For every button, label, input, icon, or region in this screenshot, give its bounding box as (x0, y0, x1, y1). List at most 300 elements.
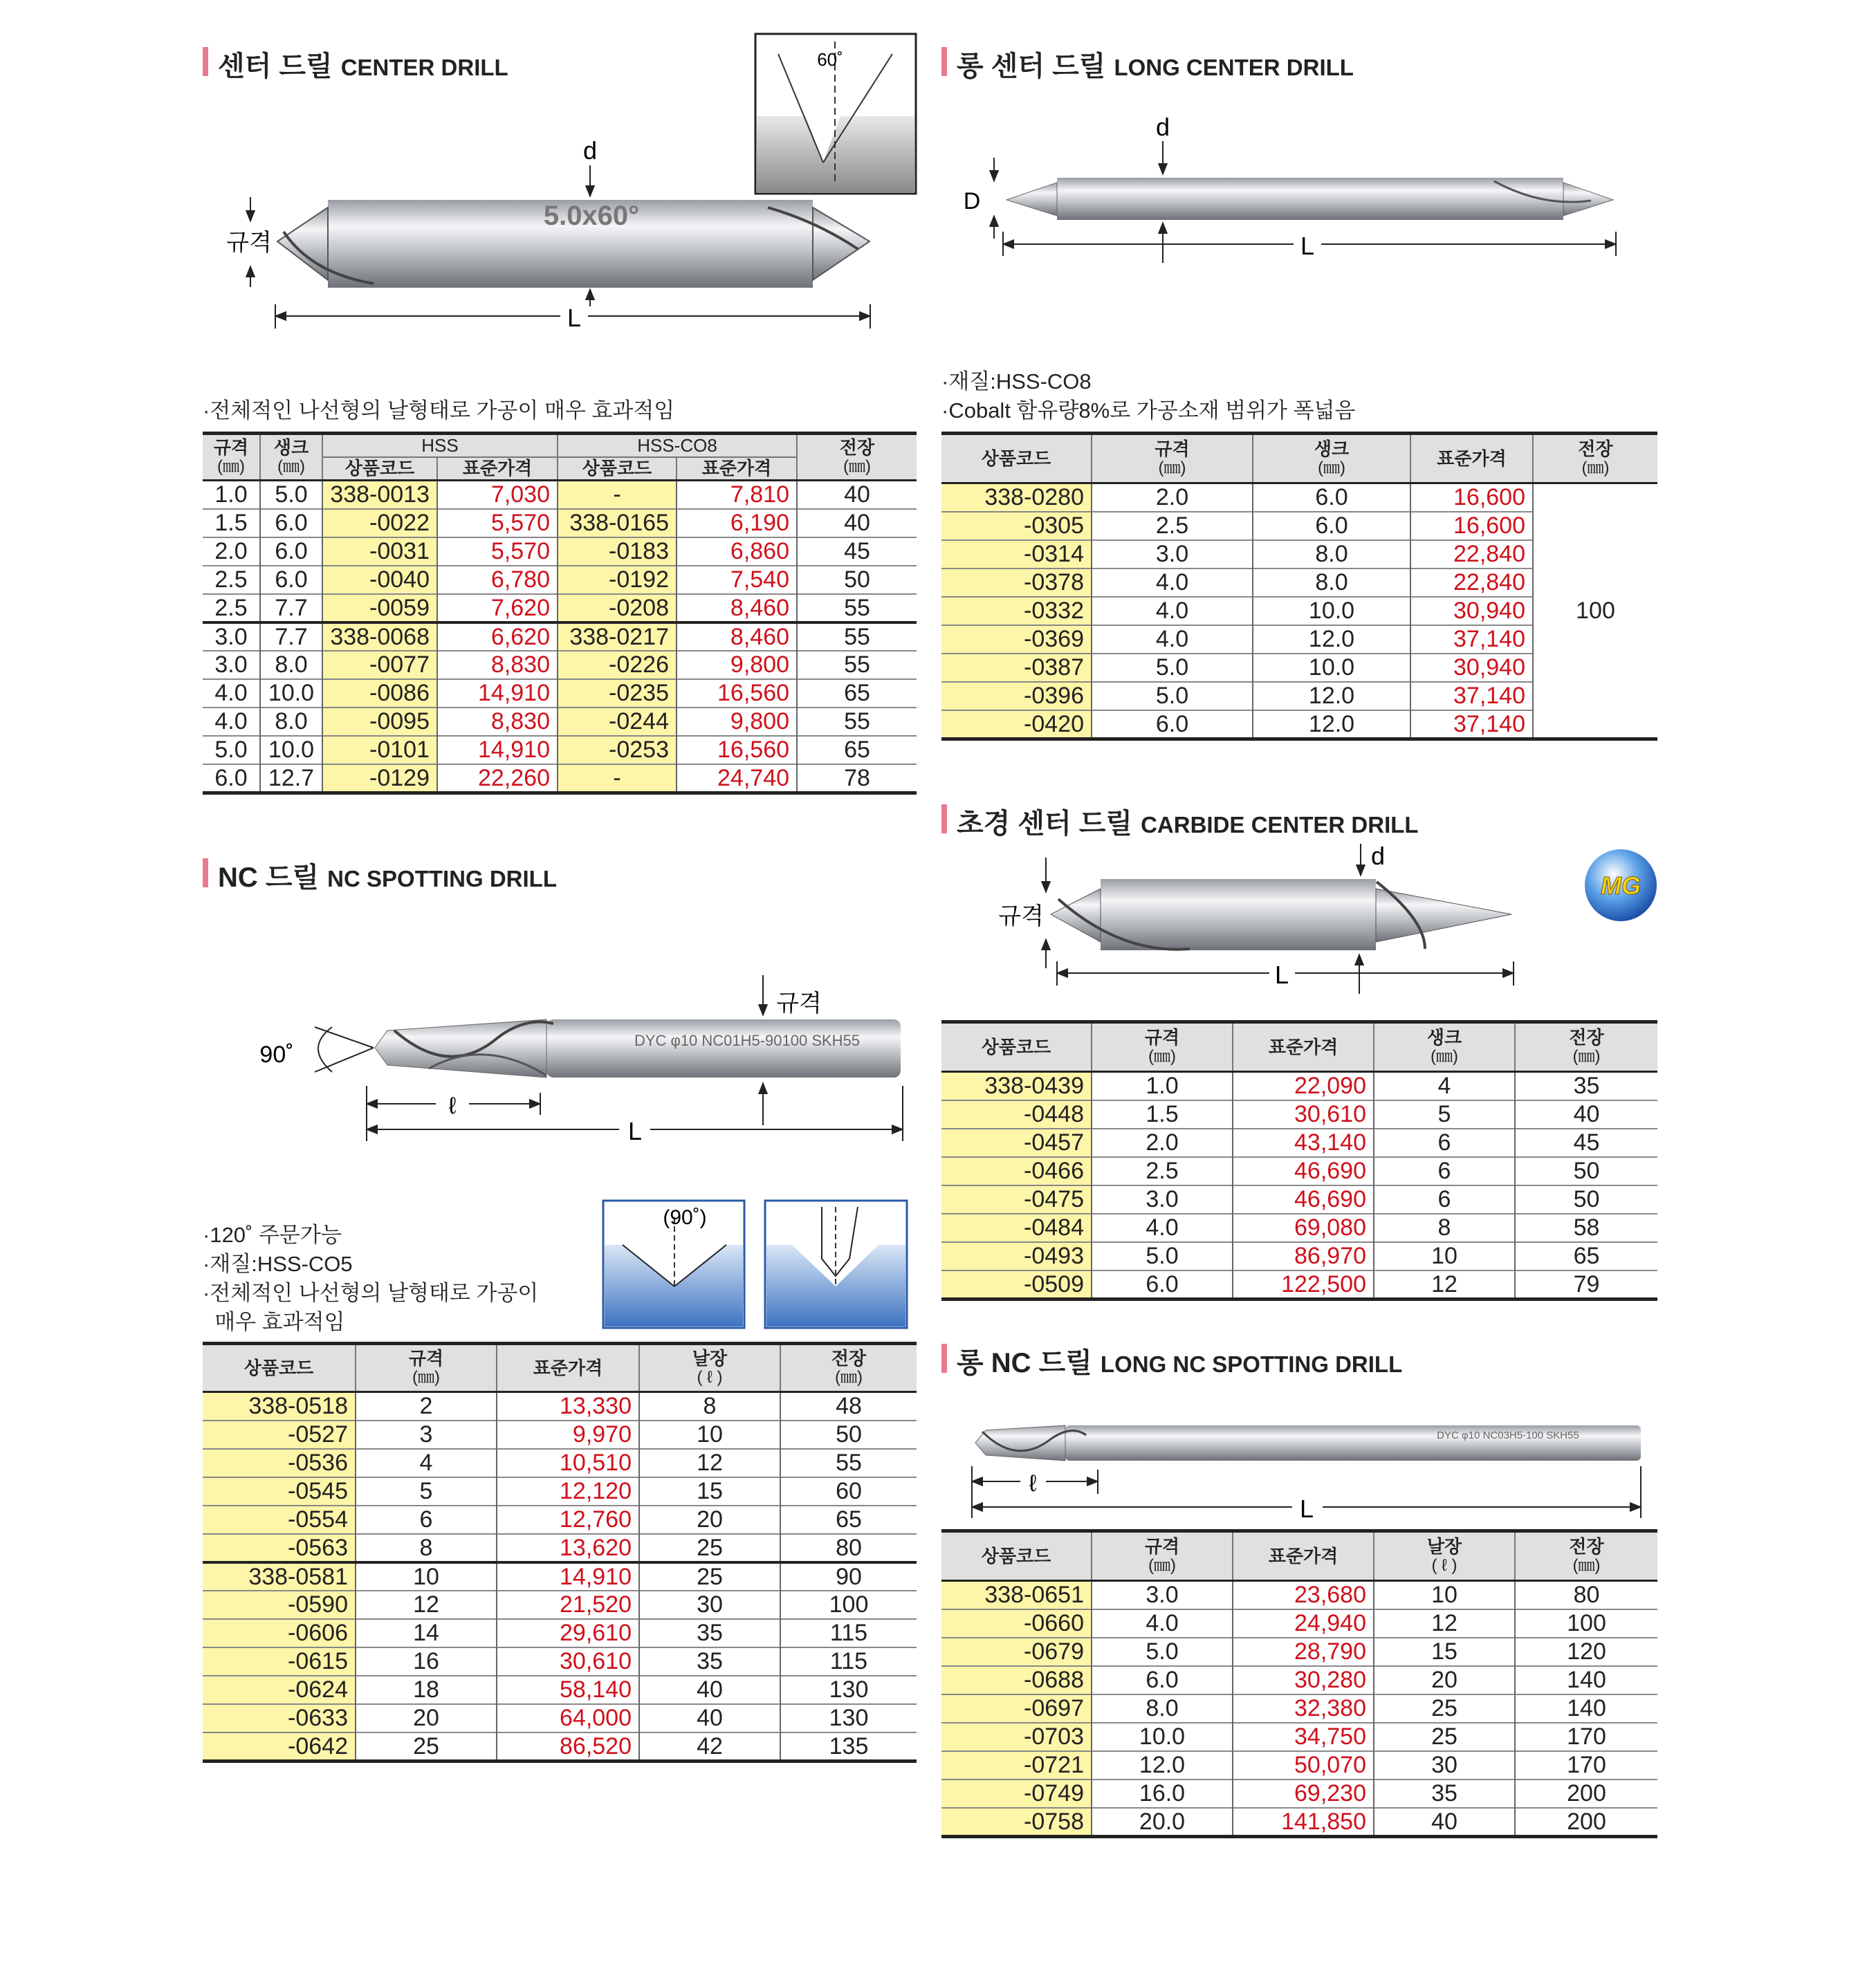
drill-marking: 5.0x60° (543, 201, 640, 231)
cell-spec: 6.0 (1092, 1666, 1233, 1694)
cell-spec: 2.5 (1092, 512, 1253, 540)
table-row (203, 1392, 917, 1421)
col-length: 전장 (㎜) (1533, 434, 1657, 483)
table-row (203, 1676, 917, 1704)
cell-spec: 6.0 (203, 764, 260, 793)
cell-length: 100 (1515, 1609, 1657, 1638)
center-drill-title: 센터 드릴 CENTER DRILL (203, 44, 508, 84)
svg-text:MG: MG (1601, 871, 1641, 900)
cell-code: -0387 (941, 654, 1092, 682)
cell-length: 79 (1515, 1270, 1657, 1300)
cell-length-common: 100 (1533, 483, 1657, 739)
cell-shank: 10.0 (260, 736, 322, 764)
cell-code: -0466 (941, 1157, 1092, 1185)
cell-flute-length: 40 (1374, 1808, 1515, 1837)
cell-co8-code: -0183 (558, 537, 677, 566)
cell-hss-code: -0040 (322, 566, 437, 594)
cell-spec: 5.0 (1092, 1638, 1233, 1666)
cell-code: -0314 (941, 540, 1092, 569)
cell-length: 55 (797, 708, 917, 736)
cell-length: 50 (1515, 1157, 1657, 1185)
cell-length: 58 (1515, 1214, 1657, 1242)
cell-co8-price: 6,860 (677, 537, 797, 566)
cell-shank: 8.0 (260, 651, 322, 679)
col-spec: 규격 (㎜) (1092, 1022, 1233, 1072)
cell-length: 40 (797, 509, 917, 537)
cell-co8-price: 7,810 (677, 481, 797, 509)
cell-hss-code: -0086 (322, 679, 437, 708)
cell-spec: 3.0 (203, 651, 260, 679)
cell-price: 22,090 (1233, 1072, 1374, 1100)
table-row (941, 1638, 1657, 1666)
cell-hss-price: 8,830 (437, 651, 558, 679)
table-row (203, 1647, 917, 1676)
cell-shank: 5 (1374, 1100, 1515, 1129)
cell-co8-code: 338-0217 (558, 622, 677, 651)
cell-length: 135 (780, 1732, 917, 1762)
cell-price: 13,620 (497, 1534, 639, 1562)
cell-spec: 2.0 (203, 537, 260, 566)
cell-hss-code: -0059 (322, 594, 437, 622)
cell-length: 65 (1515, 1242, 1657, 1270)
cell-flute-length: 25 (639, 1562, 780, 1591)
cell-price: 69,230 (1233, 1780, 1374, 1808)
col-flute-length: 날장 ( ℓ ) (639, 1344, 780, 1392)
col-price: 표준가격 (1233, 1531, 1374, 1581)
cell-price: 9,970 (497, 1421, 639, 1449)
table-row (941, 1581, 1657, 1609)
cell-price: 50,070 (1233, 1751, 1374, 1780)
table-row (941, 1780, 1657, 1808)
cell-length: 80 (780, 1534, 917, 1562)
cell-hss-price: 22,260 (437, 764, 558, 793)
cell-spec: 1.5 (1092, 1100, 1233, 1129)
col-hss-price: 표준가격 (437, 457, 558, 481)
cell-spec: 2.0 (1092, 1129, 1233, 1157)
cell-spec: 3.0 (1092, 1581, 1233, 1609)
cell-code: -0509 (941, 1270, 1092, 1300)
col-price: 표준가격 (1410, 434, 1533, 483)
cell-code: -0721 (941, 1751, 1092, 1780)
cell-flute-length: 10 (1374, 1581, 1515, 1609)
cell-flute-length: 20 (1374, 1666, 1515, 1694)
cell-price: 58,140 (497, 1676, 639, 1704)
cell-price: 30,280 (1233, 1666, 1374, 1694)
cell-spec: 6 (356, 1506, 497, 1534)
cell-flute-length: 8 (639, 1392, 780, 1421)
table-row (203, 537, 917, 566)
cell-spec: 5.0 (203, 736, 260, 764)
cell-hss-price: 8,830 (437, 708, 558, 736)
cell-spec: 8.0 (1092, 1694, 1233, 1723)
cell-price: 28,790 (1233, 1638, 1374, 1666)
cell-price: 13,330 (497, 1392, 639, 1421)
cell-code: -0369 (941, 625, 1092, 654)
cell-shank: 12.7 (260, 764, 322, 793)
cell-length: 40 (1515, 1100, 1657, 1129)
cell-price: 43,140 (1233, 1129, 1374, 1157)
cell-flute-length: 40 (639, 1676, 780, 1704)
col-length: 전장 (㎜) (780, 1344, 917, 1392)
table-row (941, 1185, 1657, 1214)
cell-spec: 5.0 (1092, 682, 1253, 710)
cell-spec: 1.5 (203, 509, 260, 537)
angle-60-label: 60˚ (817, 49, 843, 70)
cell-spec: 4.0 (1092, 1609, 1233, 1638)
angle-90-diagram (603, 1201, 744, 1328)
cell-code: -0457 (941, 1129, 1092, 1157)
cell-spec: 20.0 (1092, 1808, 1233, 1837)
cell-flute-length: 10 (639, 1421, 780, 1449)
table-row (941, 1694, 1657, 1723)
cell-code: -0688 (941, 1666, 1092, 1694)
cell-spec: 6.0 (1092, 710, 1253, 739)
dim-L-label: L (627, 1117, 643, 1145)
cell-length: 55 (797, 594, 917, 622)
cell-co8-price: 24,740 (677, 764, 797, 793)
cell-code: -0563 (203, 1534, 356, 1562)
cell-price: 30,940 (1410, 654, 1533, 682)
cell-spec: 5.0 (1092, 654, 1253, 682)
dim-gauge-label: 규격 (776, 990, 822, 1017)
long-center-drill-drawing (964, 113, 1616, 263)
cell-shank: 6.0 (260, 566, 322, 594)
cell-shank: 12.0 (1253, 682, 1410, 710)
cell-length: 115 (780, 1647, 917, 1676)
long-center-drill-title: 롱 센터 드릴 LONG CENTER DRILL (941, 44, 1354, 84)
table-row (941, 1666, 1657, 1694)
cell-co8-price: 8,460 (677, 622, 797, 651)
cell-co8-code: -0208 (558, 594, 677, 622)
cell-flute-length: 20 (639, 1506, 780, 1534)
cell-co8-code: -0235 (558, 679, 677, 708)
cell-co8-price: 8,460 (677, 594, 797, 622)
cell-length: 45 (1515, 1129, 1657, 1157)
cell-co8-code: -0192 (558, 566, 677, 594)
cell-spec: 4 (356, 1449, 497, 1477)
table-row (941, 1157, 1657, 1185)
nc-note-2: ·재질:HSS-CO5 (203, 1252, 353, 1276)
angle-60-diagram (755, 34, 916, 194)
cell-co8-price: 16,560 (677, 679, 797, 708)
cell-spec: 4.0 (203, 708, 260, 736)
table-row (941, 1214, 1657, 1242)
dim-gauge-label: 규격 (226, 230, 272, 256)
cell-flute-length: 12 (1374, 1609, 1515, 1638)
carbide-center-drill-table (941, 1020, 1657, 1301)
long-center-note-1: ·재질:HSS-CO8 (941, 369, 1092, 394)
table-row (203, 1562, 917, 1591)
cell-spec: 5.0 (1092, 1242, 1233, 1270)
cell-shank: 6.0 (260, 537, 322, 566)
box-angle-label: (90˚) (663, 1206, 707, 1229)
cell-price: 86,520 (497, 1732, 639, 1762)
cell-length: 55 (797, 651, 917, 679)
cell-co8-code: -0226 (558, 651, 677, 679)
cell-spec: 4.0 (203, 679, 260, 708)
cell-price: 122,500 (1233, 1270, 1374, 1300)
cell-length: 65 (780, 1506, 917, 1534)
cell-shank: 8.0 (260, 708, 322, 736)
cell-price: 30,940 (1410, 597, 1533, 625)
cell-price: 64,000 (497, 1704, 639, 1732)
cell-length: 40 (797, 481, 917, 509)
cell-price: 37,140 (1410, 625, 1533, 654)
cell-co8-code: -0253 (558, 736, 677, 764)
col-flute-length: 날장 ( ℓ ) (1374, 1531, 1515, 1581)
center-drill-note: ·전체적인 나선형의 날형태로 가공이 매우 효과적임 (203, 398, 675, 423)
table-row (941, 1609, 1657, 1638)
cell-code: -0332 (941, 597, 1092, 625)
table-row (941, 1751, 1657, 1780)
cell-code: -0606 (203, 1619, 356, 1647)
carbide-center-drill-title: 초경 센터 드릴 CARBIDE CENTER DRILL (941, 802, 1419, 841)
cell-spec: 2.5 (203, 566, 260, 594)
cell-spec: 12 (356, 1591, 497, 1619)
cell-shank: 12.0 (1253, 625, 1410, 654)
cell-spec: 2 (356, 1392, 497, 1421)
cell-code: -0378 (941, 569, 1092, 597)
cell-price: 21,520 (497, 1591, 639, 1619)
cell-spec: 4.0 (1092, 569, 1253, 597)
cell-shank: 12 (1374, 1270, 1515, 1300)
cell-code: -0697 (941, 1694, 1092, 1723)
cell-shank: 6.0 (1253, 512, 1410, 540)
cell-hss-code: 338-0068 (322, 622, 437, 651)
cell-code: -0660 (941, 1609, 1092, 1638)
table-row (203, 1704, 917, 1732)
table-row (203, 566, 917, 594)
cell-spec: 12.0 (1092, 1751, 1233, 1780)
table-row (203, 736, 917, 764)
col-co8-price: 표준가격 (677, 457, 797, 481)
cell-length: 170 (1515, 1751, 1657, 1780)
cell-length: 55 (797, 622, 917, 651)
table-row (941, 1100, 1657, 1129)
table-row (203, 708, 917, 736)
cell-length: 200 (1515, 1780, 1657, 1808)
cell-hss-price: 14,910 (437, 679, 558, 708)
cell-code: 338-0651 (941, 1581, 1092, 1609)
table-row (203, 1477, 917, 1506)
table-row (941, 483, 1657, 512)
cell-code: -0758 (941, 1808, 1092, 1837)
cell-hss-code: -0101 (322, 736, 437, 764)
cell-code: -0396 (941, 682, 1092, 710)
cell-flute-length: 12 (639, 1449, 780, 1477)
cell-spec: 16.0 (1092, 1780, 1233, 1808)
cell-code: -0703 (941, 1723, 1092, 1751)
col-price: 표준가격 (1233, 1022, 1374, 1072)
nc-note-4: 매우 효과적임 (203, 1310, 345, 1334)
cell-hss-code: -0077 (322, 651, 437, 679)
cell-code: -0527 (203, 1421, 356, 1449)
cell-shank: 6 (1374, 1157, 1515, 1185)
cell-length: 80 (1515, 1581, 1657, 1609)
cell-shank: 7.7 (260, 622, 322, 651)
cell-length: 90 (780, 1562, 917, 1591)
cell-flute-length: 40 (639, 1704, 780, 1732)
table-row (203, 1421, 917, 1449)
cell-code: -0679 (941, 1638, 1092, 1666)
cell-shank: 7.7 (260, 594, 322, 622)
cell-shank: 8 (1374, 1214, 1515, 1242)
cell-co8-price: 7,540 (677, 566, 797, 594)
cell-hss-price: 7,030 (437, 481, 558, 509)
col-spec: 규격 (㎜) (1092, 1531, 1233, 1581)
cell-price: 141,850 (1233, 1808, 1374, 1837)
dim-D-label: D (963, 188, 981, 214)
cell-code: 338-0518 (203, 1392, 356, 1421)
cell-code: 338-0280 (941, 483, 1092, 512)
dim-gauge-label: 규격 (998, 903, 1044, 930)
cell-code: -0615 (203, 1647, 356, 1676)
cell-spec: 3 (356, 1421, 497, 1449)
cell-flute-length: 30 (639, 1591, 780, 1619)
cell-code: 338-0581 (203, 1562, 356, 1591)
cell-length: 130 (780, 1704, 917, 1732)
col-shank: 생크 (㎜) (1253, 434, 1410, 483)
cell-price: 34,750 (1233, 1723, 1374, 1751)
cell-length: 55 (780, 1449, 917, 1477)
cell-length: 45 (797, 537, 917, 566)
cell-spec: 16 (356, 1647, 497, 1676)
cell-length: 115 (780, 1619, 917, 1647)
table-row (941, 1129, 1657, 1157)
dim-l-label: ℓ (1029, 1470, 1037, 1497)
carbide-center-drill-drawing (998, 842, 1657, 994)
long-nc-drill-title: 롱 NC 드릴 LONG NC SPOTTING DRILL (941, 1341, 1402, 1380)
cell-flute-length: 35 (639, 1647, 780, 1676)
cell-hss-code: -0022 (322, 509, 437, 537)
cell-code: -0536 (203, 1449, 356, 1477)
cell-code: -0545 (203, 1477, 356, 1506)
long-nc-drill-table (941, 1529, 1657, 1838)
dim-L-label: L (567, 304, 582, 332)
dim-L-label: L (1299, 1495, 1314, 1523)
cell-price: 12,760 (497, 1506, 639, 1534)
cell-co8-code: - (558, 481, 677, 509)
cell-code: -0448 (941, 1100, 1092, 1129)
cell-length: 100 (780, 1591, 917, 1619)
cell-co8-code: -0244 (558, 708, 677, 736)
cell-shank: 6.0 (1253, 483, 1410, 512)
cell-price: 69,080 (1233, 1214, 1374, 1242)
long-nc-drill-drawing (972, 1425, 1641, 1523)
cell-price: 23,680 (1233, 1581, 1374, 1609)
cell-spec: 4.0 (1092, 625, 1253, 654)
cell-code: -0590 (203, 1591, 356, 1619)
cell-flute-length: 30 (1374, 1751, 1515, 1780)
cell-code: 338-0439 (941, 1072, 1092, 1100)
cell-spec: 10 (356, 1562, 497, 1591)
cell-spec: 3.0 (203, 622, 260, 651)
cell-code: -0642 (203, 1732, 356, 1762)
cell-code: -0420 (941, 710, 1092, 739)
long-center-note-2: ·Cobalt 함유량8%로 가공소재 범위가 폭넓음 (941, 398, 1356, 423)
cell-code: -0493 (941, 1242, 1092, 1270)
spot-hole-diagram (765, 1201, 907, 1328)
cell-spec: 25 (356, 1732, 497, 1762)
col-spec: 규격 (㎜) (356, 1344, 497, 1392)
cell-hss-price: 5,570 (437, 537, 558, 566)
cell-length: 48 (780, 1392, 917, 1421)
cell-code: -0305 (941, 512, 1092, 540)
cell-length: 120 (1515, 1638, 1657, 1666)
col-length: 전장 (㎜) (1515, 1531, 1657, 1581)
dim-d-label: d (582, 136, 598, 165)
nc-drill-drawing (259, 975, 903, 1145)
cell-shank: 8.0 (1253, 569, 1410, 597)
cell-length: 65 (797, 736, 917, 764)
cell-hss-code: 338-0013 (322, 481, 437, 509)
col-length: 전장 (㎜) (797, 434, 917, 481)
table-row (203, 679, 917, 708)
cell-flute-length: 25 (639, 1534, 780, 1562)
cell-price: 22,840 (1410, 569, 1533, 597)
dim-d-label: d (1370, 842, 1386, 870)
cell-hss-price: 7,620 (437, 594, 558, 622)
cell-price: 46,690 (1233, 1157, 1374, 1185)
col-spec: 규격 (㎜) (1092, 434, 1253, 483)
cell-flute-length: 35 (1374, 1780, 1515, 1808)
cell-code: -0484 (941, 1214, 1092, 1242)
cell-length: 78 (797, 764, 917, 793)
cell-length: 140 (1515, 1694, 1657, 1723)
table-row (203, 594, 917, 622)
nc-drill-title: NC 드릴 NC SPOTTING DRILL (203, 856, 557, 895)
table-row (203, 1732, 917, 1762)
cell-spec: 2.5 (203, 594, 260, 622)
cell-hss-price: 14,910 (437, 736, 558, 764)
table-row (203, 1534, 917, 1562)
col-group-hss: HSS (322, 434, 558, 458)
dim-L-label: L (1274, 961, 1289, 989)
col-group-co8: HSS-CO8 (558, 434, 797, 458)
cell-price: 30,610 (497, 1647, 639, 1676)
cell-shank: 10.0 (260, 679, 322, 708)
col-length: 전장 (㎜) (1515, 1022, 1657, 1072)
cell-spec: 6.0 (1092, 1270, 1233, 1300)
cell-spec: 2.0 (1092, 483, 1253, 512)
cell-flute-length: 15 (1374, 1638, 1515, 1666)
cell-spec: 14 (356, 1619, 497, 1647)
cell-price: 46,690 (1233, 1185, 1374, 1214)
table-row (203, 1591, 917, 1619)
col-co8-code: 상품코드 (558, 457, 677, 481)
drill-marking: DYC φ10 NC01H5-90100 SKH55 (634, 1032, 861, 1049)
table-row (941, 1270, 1657, 1300)
cell-length: 170 (1515, 1723, 1657, 1751)
nc-drill-table (203, 1342, 917, 1763)
table-row (941, 1723, 1657, 1751)
cell-length: 50 (1515, 1185, 1657, 1214)
long-center-drill-table (941, 432, 1657, 741)
cell-spec: 20 (356, 1704, 497, 1732)
cell-length: 65 (797, 679, 917, 708)
table-row (203, 509, 917, 537)
cell-length: 60 (780, 1477, 917, 1506)
col-hss-code: 상품코드 (322, 457, 437, 481)
cell-spec: 1.0 (203, 481, 260, 509)
cell-shank: 8.0 (1253, 540, 1410, 569)
cell-price: 37,140 (1410, 682, 1533, 710)
cell-price: 10,510 (497, 1449, 639, 1477)
nc-note-1: ·120˚ 주문가능 (203, 1223, 342, 1247)
cell-code: -0554 (203, 1506, 356, 1534)
cell-spec: 3.0 (1092, 1185, 1233, 1214)
table-row (203, 651, 917, 679)
